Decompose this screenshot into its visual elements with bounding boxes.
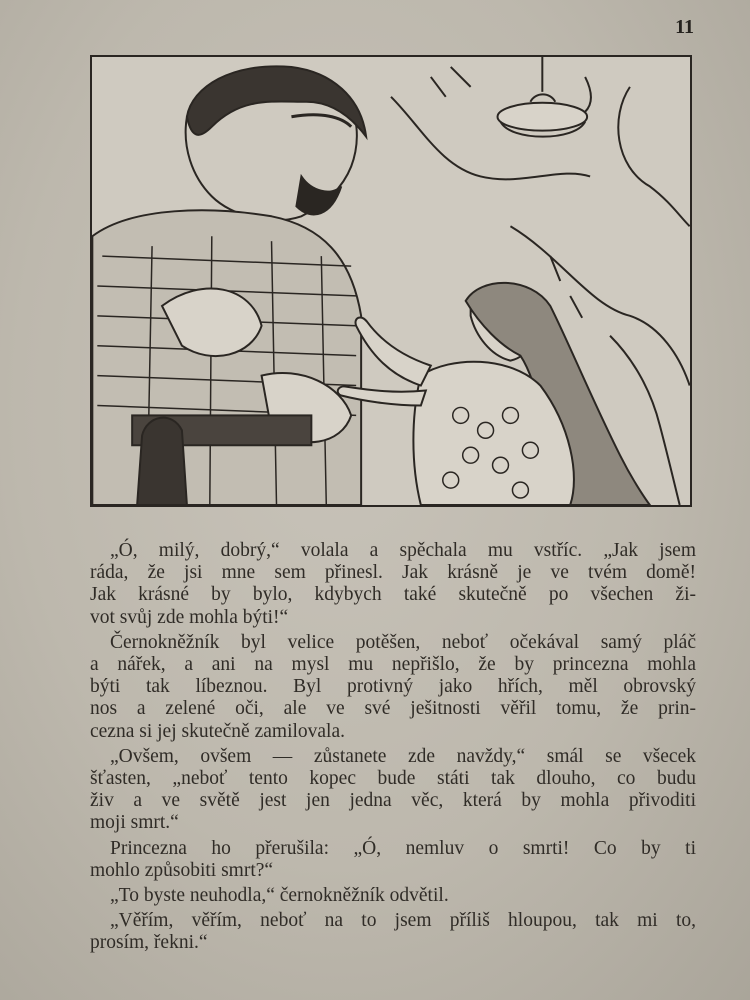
- illustration-sorcerer-and-princess: [90, 55, 692, 507]
- page-number: 11: [675, 16, 694, 38]
- text-line: „Ó, milý, dobrý,“ volala a spěchala mu vstříc. „Jak jsem: [110, 540, 696, 561]
- hanging-lamp: [498, 57, 591, 137]
- text-line: býti tak líbeznou. Byl protivný jako hřích, měl obrovský: [90, 676, 696, 698]
- text-line: Jak krásné by bylo, kdybych také skutečně po všechen ži-: [90, 584, 696, 606]
- paragraph-6: [90, 910, 696, 954]
- sorcerer-figure: [92, 66, 366, 505]
- paragraph-5: [90, 885, 696, 907]
- text-line: šťasten, „neboť tento kopec bude státi tak dlouho, co budu: [90, 768, 696, 790]
- body-text: [90, 540, 696, 958]
- text-line: Černokněžník byl velice potěšen, neboť očekával samý pláč: [110, 631, 696, 653]
- text-line: vot svůj zde mohla býti!“: [90, 606, 289, 628]
- paragraph-1: [90, 540, 696, 629]
- text-line: „Ovšem, ovšem — zůstanete zde navždy,“ smál se všecek: [110, 745, 696, 767]
- text-line: prosím, řekni.“: [90, 932, 208, 954]
- text-line: „To byste neuhodla,“ černokněžník odvětil.: [110, 885, 449, 907]
- text-line: Princezna ho přerušila: „Ó, nemluv o smrti! Co by ti: [110, 837, 696, 859]
- text-line: živ a ve světě jest jen jedna věc, která by mohla přivoditi: [90, 790, 696, 812]
- text-line: ráda, že jsi mne sem přinesl. Jak krásně je ve tvém domě!: [90, 562, 696, 584]
- paragraph-4: [90, 838, 696, 882]
- paragraph-3: [90, 746, 696, 835]
- text-line: a nářek, a ani na mysl mu nepřišlo, že by princezna mohla: [90, 654, 696, 676]
- text-line: „Věřím, věřím, neboť na to jsem příliš hloupou, tak mi to,: [110, 910, 696, 932]
- paragraph-2: [90, 632, 696, 743]
- text-line: cezna si jej skutečně zamilovala.: [90, 720, 346, 742]
- text-line: mohlo způsobiti smrt?“: [90, 859, 274, 881]
- princess-figure: [338, 283, 650, 505]
- text-line: nos a zelené oči, ale ve své ješitnosti věřil tomu, že prin-: [90, 698, 696, 720]
- text-line: moji smrt.“: [90, 812, 179, 834]
